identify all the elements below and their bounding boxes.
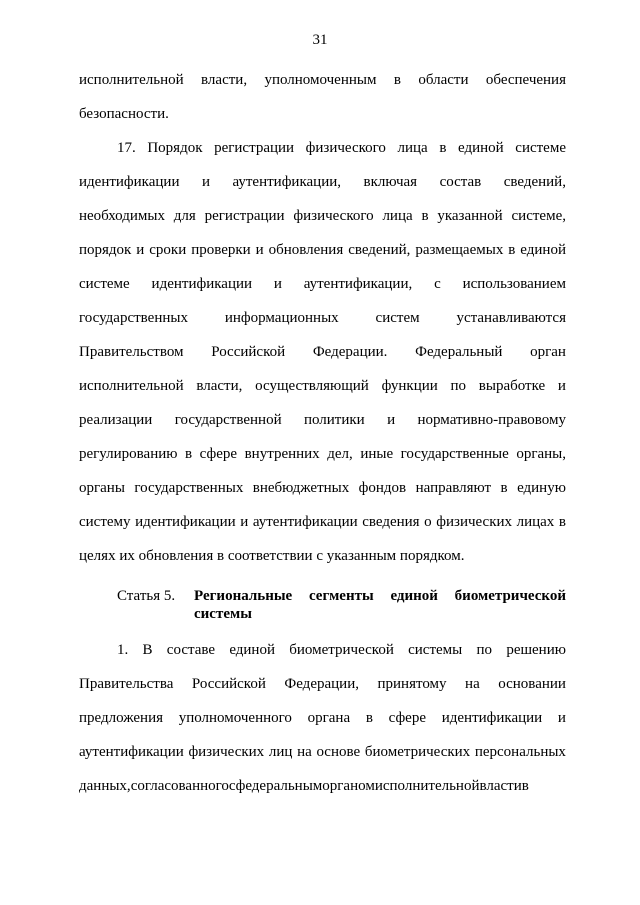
title-word: сегменты — [308, 588, 374, 604]
word: Федеральный — [415, 343, 503, 360]
word: с — [434, 275, 441, 292]
word: регулированию — [79, 445, 178, 462]
word: лица — [397, 139, 428, 156]
word: Правительством — [79, 343, 184, 360]
text-line — [79, 735, 566, 769]
word: и — [201, 173, 210, 190]
text-line — [79, 199, 566, 233]
word: по — [450, 377, 467, 394]
paragraph-continuation — [79, 63, 566, 131]
word: В — [142, 641, 153, 658]
text-line — [79, 471, 566, 505]
word: систем — [375, 309, 420, 326]
word: биометрических — [364, 743, 471, 760]
word: системе — [515, 139, 566, 156]
word: физических — [188, 743, 265, 760]
text-line — [79, 165, 566, 199]
word: и — [255, 241, 264, 258]
word: Федерации. — [312, 343, 388, 360]
word: государственные — [400, 445, 509, 462]
word: по — [476, 641, 493, 658]
article-title-line-1 — [194, 587, 566, 605]
word: идентификации — [151, 275, 253, 292]
word: составе — [166, 641, 216, 658]
word: лица — [382, 207, 413, 224]
word: органа — [307, 709, 351, 726]
page-number: 31 — [312, 32, 328, 48]
word: устанавливаются — [456, 309, 566, 326]
document-body — [79, 63, 566, 803]
word: предложения — [79, 709, 164, 726]
word: на — [465, 675, 480, 692]
article-5-paragraph-1 — [79, 633, 566, 803]
article-title — [194, 587, 566, 623]
word: реализации — [79, 411, 153, 428]
word: принятому — [377, 675, 447, 692]
word: власти, — [201, 71, 248, 88]
word: для — [173, 207, 196, 224]
word: власти, — [196, 377, 243, 394]
word: единой — [520, 241, 566, 258]
title-word: Региональные — [194, 588, 293, 604]
word: указанной — [437, 207, 503, 224]
word: Правительства — [79, 675, 174, 692]
word: федеральным — [235, 777, 323, 794]
word: систему — [79, 513, 131, 530]
word: идентификации — [441, 709, 543, 726]
word: единой — [229, 641, 275, 658]
word: системы — [408, 641, 463, 658]
word: аутентификации, — [232, 173, 341, 190]
word: о — [424, 513, 432, 530]
word: в — [421, 207, 429, 224]
word: осуществляющий — [255, 377, 369, 394]
word: лицах — [516, 513, 555, 530]
word: в — [500, 479, 508, 496]
word: физического — [293, 207, 374, 224]
word: государственной — [174, 411, 282, 428]
word: в — [365, 709, 373, 726]
word: исполнительной — [374, 777, 480, 794]
word: в — [439, 139, 447, 156]
word: органы, — [516, 445, 566, 462]
word: исполнительной — [79, 377, 184, 394]
word: органом — [322, 777, 375, 794]
word: обновления — [268, 241, 344, 258]
word: регистрации — [204, 207, 285, 224]
word: государственных — [79, 309, 188, 326]
word: и — [240, 513, 249, 530]
text-line — [79, 301, 566, 335]
word: уполномоченным — [264, 71, 377, 88]
word: Российской — [211, 343, 286, 360]
word: Порядок — [147, 139, 203, 156]
word: сфере — [199, 445, 238, 462]
word: идентификации — [79, 173, 180, 190]
word: функции — [381, 377, 438, 394]
text-line — [79, 505, 566, 539]
text-line — [79, 97, 566, 131]
word: включая — [363, 173, 418, 190]
word: аутентификации, — [303, 275, 413, 292]
article-5-heading — [79, 587, 566, 623]
word: системе, — [511, 207, 566, 224]
word: области — [418, 71, 469, 88]
word: проверки — [191, 241, 251, 258]
word: регистрации — [214, 139, 295, 156]
word: органы — [79, 479, 125, 496]
word: исполнительной — [79, 71, 184, 88]
text-line — [79, 701, 566, 735]
word: физического — [305, 139, 386, 156]
word: направляют — [415, 479, 492, 496]
word: фондов — [358, 479, 407, 496]
paragraph-17 — [79, 131, 566, 573]
word: системе — [79, 275, 130, 292]
word: безопасности. — [79, 105, 169, 122]
word: физических — [436, 513, 513, 530]
word: и — [273, 275, 282, 292]
word: сведения — [362, 513, 420, 530]
text-line — [79, 769, 566, 803]
word: Российской — [191, 675, 266, 692]
word: решению — [506, 641, 566, 658]
word: порядок — [79, 241, 132, 258]
text-line — [79, 403, 566, 437]
word: в — [393, 71, 401, 88]
word: на — [297, 743, 312, 760]
word: размещаемых — [415, 241, 504, 258]
word: состав — [439, 173, 482, 190]
word: в — [521, 777, 529, 794]
word: и — [387, 411, 396, 428]
word: целях их обновления в соответствии с указанным порядком. — [79, 547, 465, 564]
text-line — [79, 633, 566, 667]
word: информационных — [224, 309, 339, 326]
word: орган — [530, 343, 566, 360]
title-word: единой — [390, 588, 438, 604]
word: лиц — [268, 743, 293, 760]
word: иные — [360, 445, 394, 462]
word: выработке — [478, 377, 546, 394]
word: нормативно-правовому — [417, 411, 566, 428]
word: власти — [479, 777, 522, 794]
article-number: Статья 5. — [117, 588, 176, 604]
text-line — [79, 267, 566, 301]
word: согласованного — [130, 777, 229, 794]
word: идентификации — [135, 513, 236, 530]
word: единой — [458, 139, 504, 156]
word: обеспечения — [485, 71, 566, 88]
word: данных, — [79, 777, 131, 794]
word: дел, — [327, 445, 353, 462]
word: сведений, — [348, 241, 411, 258]
text-line — [79, 335, 566, 369]
word: аутентификации — [79, 743, 184, 760]
word: в — [508, 241, 516, 258]
word: и — [557, 377, 566, 394]
text-line — [79, 131, 566, 165]
title-word: биометрической — [454, 588, 566, 604]
word: 1. — [117, 641, 129, 658]
word: в — [185, 445, 193, 462]
text-line — [79, 539, 566, 573]
word: с — [228, 777, 236, 794]
word: персональных — [474, 743, 566, 760]
word: основе — [316, 743, 361, 760]
word: и — [136, 241, 145, 258]
word: уполномоченного — [178, 709, 292, 726]
word: сведений, — [503, 173, 566, 190]
text-line — [79, 369, 566, 403]
word: Федерации, — [284, 675, 359, 692]
text-line — [79, 667, 566, 701]
word: в — [558, 513, 566, 530]
article-title-line-2: системы — [194, 606, 252, 622]
word: сфере — [388, 709, 427, 726]
text-line — [79, 437, 566, 471]
word: биометрической — [289, 641, 394, 658]
word: использованием — [462, 275, 566, 292]
word: 17. — [117, 139, 136, 156]
word: и — [557, 709, 566, 726]
word: государственных — [134, 479, 244, 496]
word: внутренних — [244, 445, 320, 462]
word: аутентификации — [252, 513, 358, 530]
word: необходимых — [79, 207, 165, 224]
word: основании — [498, 675, 566, 692]
text-line — [79, 63, 566, 97]
word: внебюджетных — [252, 479, 350, 496]
word: сроки — [149, 241, 187, 258]
word: единую — [517, 479, 566, 496]
word: политики — [303, 411, 365, 428]
text-line — [79, 233, 566, 267]
